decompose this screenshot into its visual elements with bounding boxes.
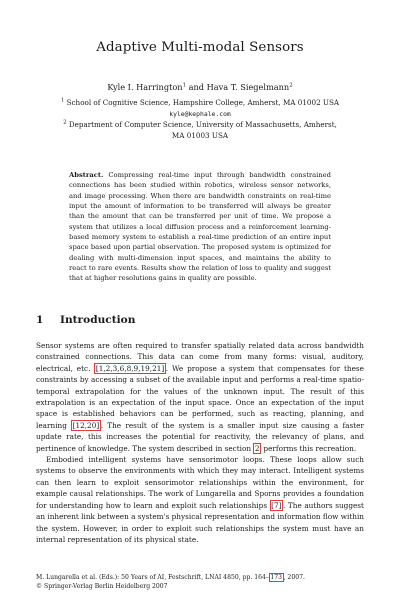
affiliation-1-text: School of Cognitive Science, Hampshire College, Amherst, MA 01002 USA bbox=[66, 98, 340, 107]
section-heading bbox=[36, 314, 135, 326]
footer-citation bbox=[36, 573, 364, 582]
paragraph-1-text-d: performs this recreation. bbox=[261, 443, 357, 453]
paragraph-1-text-a: Sensor systems are often required to transfer spatially related data across bandwidth constrained connections. This data can come from many forms: visual, auditory, electrical, etc. bbox=[36, 341, 364, 373]
author-email[interactable]: kyle@kephale.com bbox=[169, 109, 231, 118]
author-1: Kyle I. Harrington bbox=[107, 82, 183, 92]
paragraph-2-text-b: . The authors suggest an inherent link between a system's physical representation and information flow within the system. However, in order to exploit such relationships the system must have an internal representation of its physical state. bbox=[36, 500, 364, 544]
abstract-text: Compressing real-time input through bandwidth constrained connections has been studied within robotics, wireless sensor networks, and image processing. When there are bandwidth constraints on real-time input the amount of information to be transferred will always be greater than the amount that can be transferred per unit of time. We propose a system that utilizes a local diffusion process and a reinforcement learning-based memory system to establish a real-time prediction of an entire input space based upon partial observation. The proposed system is optimized for dealing with multi-dimension input spaces, and maintains the ability to react to rare events. Results show the relation of loss to quality and suggest that at higher resolutions gains in quality are possible. bbox=[69, 171, 331, 283]
paragraph-1-text-b: . We propose a system that compensates for these constraints by accessing a subset of the available input and performs a real-time spatio-temporal extrapolation for the values of the unknown input. The result of this extrapolation is an expectation of the input space. Once an expectation of the input space is established behaviors can be performed, such as reacting, planning, and learning bbox=[36, 363, 364, 430]
author-conjunction: and bbox=[188, 82, 205, 92]
affiliation-2 bbox=[0, 120, 400, 142]
author-1-mark: 1 bbox=[182, 82, 186, 89]
copyright-line: © Springer-Verlag Berlin Heidelberg 2007 bbox=[36, 583, 168, 590]
affiliation-2-line1: Department of Computer Science, University of Massachusetts, Amherst, bbox=[68, 120, 337, 129]
citation-link[interactable]: [1,2,3,6,8,9,19,21] bbox=[95, 363, 165, 373]
section-number: 1 bbox=[36, 314, 44, 326]
footer-citation-end: , 2007. bbox=[283, 574, 305, 581]
affiliation-2-mark: 2 bbox=[63, 119, 67, 126]
affiliation-2-line2: MA 01003 USA bbox=[171, 130, 229, 140]
paragraph-1-text-c: . The result of the system is a smaller input size causing a faster update rate, this increases the potential for reactivity, the relevancy of plans, and pertinence of knowledge. The system described in section bbox=[36, 420, 364, 453]
paragraph-2-text-a: Embodied intelligent systems have sensorimotor loops. These loops allow such systems to observe the environments with which they may interact. Intelligent systems can then learn to exploit sensorimotor relationships within the environment, for example causal relationships. The work of Lungarella and Sporns provides a foundation for understanding how to learn and exploit such relationships bbox=[36, 455, 364, 510]
affiliation-1-mark: 1 bbox=[60, 97, 65, 104]
footer-citation-text: M. Lungarella et al. (Eds.): 50 Years of AI, Festschrift, LNAI 4850, pp. 164– bbox=[36, 574, 269, 581]
section-body bbox=[36, 340, 364, 545]
abstract-label: Abstract. bbox=[69, 171, 104, 179]
citation-link[interactable]: [12,20] bbox=[72, 420, 100, 430]
affiliation-1 bbox=[0, 98, 400, 120]
paragraph-1 bbox=[36, 340, 364, 454]
abstract bbox=[69, 170, 331, 284]
paper-title: Adaptive Multi-modal Sensors bbox=[96, 40, 304, 55]
section-ref-link[interactable]: 2 bbox=[254, 443, 260, 453]
page-footer bbox=[36, 573, 364, 591]
author-line bbox=[0, 82, 400, 92]
author-2-mark: 2 bbox=[289, 82, 293, 89]
page-link[interactable]: 173 bbox=[270, 574, 283, 581]
author-2: Hava T. Siegelmann bbox=[206, 82, 290, 92]
paragraph-2 bbox=[36, 454, 364, 545]
citation-link[interactable]: [7] bbox=[271, 500, 282, 510]
section-title: Introduction bbox=[60, 314, 136, 326]
